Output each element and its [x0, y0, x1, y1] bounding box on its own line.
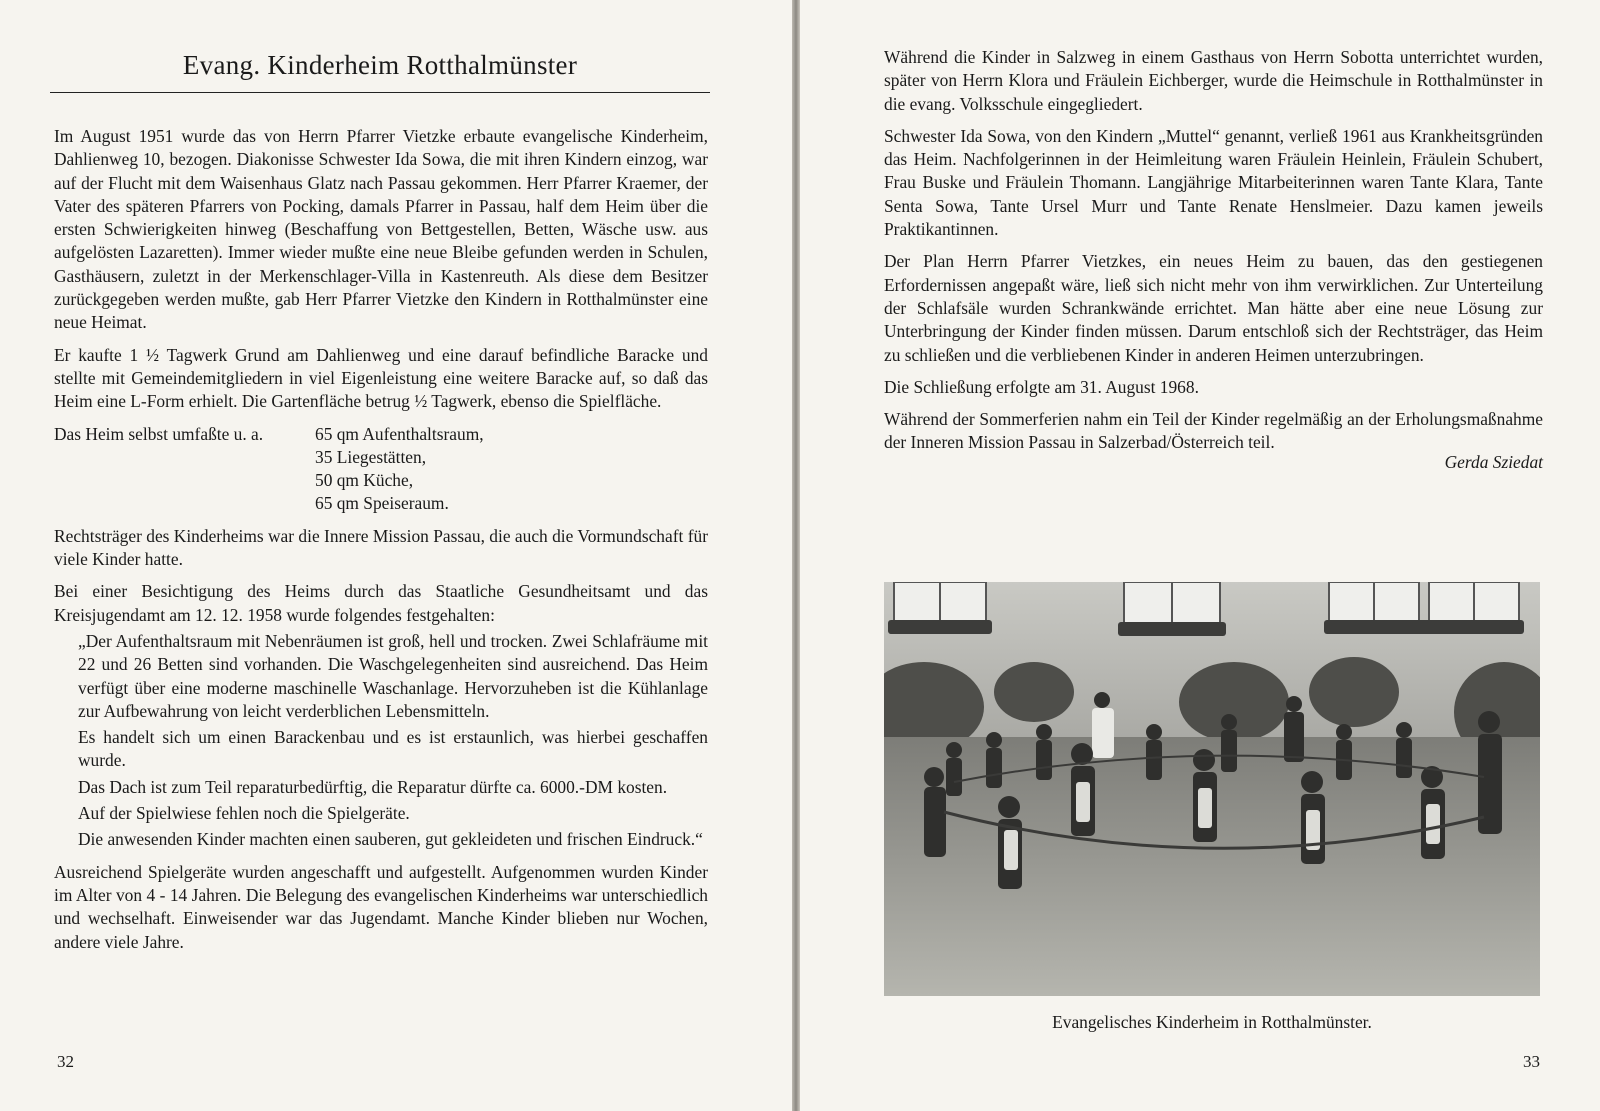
specs-item: 50 qm Küche, [315, 470, 414, 491]
right-text-column [884, 46, 1543, 474]
page-number: 32 [57, 1052, 74, 1071]
paragraph: Bei einer Besichtigung des Heims durch das Staatliche Gesundheitsamt und das Kreisjugendamt am 12. 12. 1958 wurde folgendes festgehalten: [54, 581, 708, 625]
quote-paragraph: Es handelt sich um einen Barackenbau und es ist erstaunlich, was hierbei geschaffen wurde. [78, 727, 708, 771]
article-title: Evang. Kinderheim Rotthalmünster [182, 50, 578, 80]
paragraph: Im August 1951 wurde das von Herrn Pfarrer Vietzke erbaute evangelische Kinderheim, Dahlienweg 10, bezogen. Diakonisse Schwester Ida Sowa, die mit ihren Kindern einzog, war auf der Flucht mit dem Waisenhaus Glatz nach Passau gekommen. Herr Pfarrer Kraemer, der Vater des späteren Pfarrers von Pocking, damals Pfarrer in Passau, half dem Heim über die ersten Schwierigkeiten hinweg (Beschaffung von Bettgestellen, Betten, Wäsche usw. aus aufgelösten Lazaretten). Immer wieder mußte eine neue Bleibe gefunden werden in Schulen, Gasthäusern, zuletzt in der Merkenschlager-Villa in Kastenreuth. Als diese dem Besitzer zurückgegeben werden mußte, gab Herr Pfarrer Vietzke den Kindern in Rotthalmünster eine neue Heimat. [54, 126, 708, 333]
title-rule [50, 92, 710, 93]
quote-paragraph: Die anwesenden Kinder machten einen sauberen, gut gekleideten und frischen Eindruck.“ [78, 829, 703, 850]
paragraph: Die Schließung erfolgte am 31. August 1968. [884, 376, 1199, 397]
quote-paragraph: „Der Aufenthaltsraum mit Nebenräumen ist groß, hell und trocken. Zwei Schlafräume mit 22 und 26 Betten sind vorhanden. Die Waschgelegenheiten sind ausreichend. Das Heim verfügt über eine moderne maschinelle Waschanlage. Hervorzuheben ist die Kühlanlage zur Aufbewahrung von leicht verderblichen Lebensmitteln. [78, 630, 708, 721]
facility-specs [54, 423, 708, 516]
paragraph: Während der Sommerferien nahm ein Teil der Kinder regelmäßig an der Erholungsmaßnahme der Inneren Mission Passau in Salzerbad/Österreich teil. [884, 409, 1543, 453]
specs-item: 35 Liegestätten, [315, 446, 427, 467]
photo-caption: Evangelisches Kinderheim in Rotthalmünster. [1052, 1012, 1372, 1032]
specs-item: 65 qm Speiseraum. [315, 493, 449, 514]
author-signature: Gerda Sziedat [1444, 451, 1543, 472]
specs-item: 65 qm Aufenthaltsraum, [315, 423, 484, 444]
paragraph: Rechtsträger des Kinderheims war die Innere Mission Passau, die auch die Vormundschaft für viele Kinder hatte. [54, 525, 708, 570]
paragraph: Ausreichend Spielgeräte wurden angeschafft und aufgestellt. Aufgenommen wurden Kinder im Alter von 4 - 14 Jahren. Die Belegung des evangelischen Kinderheims war unterschiedlich und wechselhaft. Einweisender war das Jugendamt. Manche Kinder blieben nur Wochen, andere viele Jahre. [54, 861, 708, 952]
paragraph: Schwester Ida Sowa, von den Kindern „Muttel“ genannt, verließ 1961 aus Krankheitsgründen das Heim. Nachfolgerinnen in der Heimleitung waren Fräulein Heinlein, Fräulein Schubert, Frau Buske und Fräulein Thomann. Langjährige Mitarbeiterinnen waren Tante Klara, Tante Senta Sowa, Tante Ursel Murr und Tante Renate Henslmeier. Dazu kamen jeweils Praktikantinnen. [884, 125, 1543, 240]
left-page [0, 0, 792, 1111]
page-number: 33 [1523, 1052, 1540, 1071]
specs-list [315, 423, 708, 516]
inspection-quote [78, 630, 708, 852]
children-photo [884, 582, 1540, 996]
book-gutter [792, 0, 800, 1111]
quote-paragraph: Das Dach ist zum Teil reparaturbedürftig, die Reparatur dürfte ca. 6000.-DM kosten. [78, 776, 668, 797]
left-text-column [54, 125, 708, 963]
photo-illustration [884, 582, 1540, 996]
quote-paragraph: Auf der Spielwiese fehlen noch die Spielgeräte. [78, 803, 410, 824]
paragraph: Der Plan Herrn Pfarrer Vietzkes, ein neues Heim zu bauen, das den gestiegenen Erfordernissen angepaßt wäre, ließ sich nicht mehr von ihm verwirklichen. Zur Unterteilung der Schlafsäle wurden Schrankwände errichtet. Man hätte aber eine neue Lösung zur Unterbringung der Kinder finden müssen. Darum entschloß sich der Rechtsträger, das Heim zu schließen und die verbliebenen Kinder in anderen Heimen unterzubringen. [884, 251, 1543, 365]
specs-intro: Das Heim selbst umfaßte u. a. [54, 423, 264, 444]
paragraph: Er kaufte 1 ½ Tagwerk Grund am Dahlienweg und eine darauf befindliche Baracke und stellte mit Gemeindemitgliedern in viel Eigenleistung eine weitere Baracke auf, so daß das Heim eine L-Form erhielt. Die Gartenfläche betrug ½ Tagwerk, ebenso die Spielfläche. [54, 344, 708, 412]
paragraph: Während die Kinder in Salzweg in einem Gasthaus von Herrn Sobotta unterrichtet wurden, später von Herrn Klora und Fräulein Eichberger, wurde die Heimschule in Rotthalmünster in die evang. Volksschule eingegliedert. [884, 47, 1543, 114]
